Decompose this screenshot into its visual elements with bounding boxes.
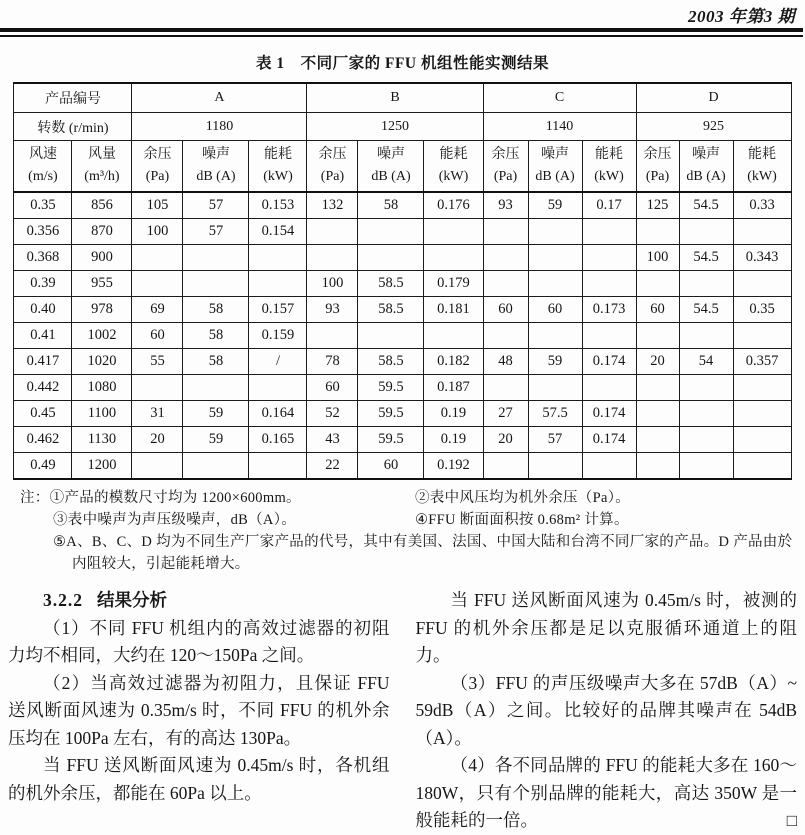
table-cell: 0.17 <box>582 192 636 219</box>
table-cell <box>528 323 582 349</box>
table-cell: 43 <box>307 427 358 453</box>
table-cell <box>636 401 679 427</box>
table-cell <box>636 219 679 245</box>
note-3: ③表中噪声为声压级噪声，dB（A）。 <box>53 512 297 528</box>
left-column <box>8 587 390 835</box>
col-d-pressure <box>636 141 679 193</box>
table-cell: 20 <box>132 427 183 453</box>
table-row <box>14 323 791 349</box>
section-heading <box>8 587 390 615</box>
table-cell: 1100 <box>72 401 132 427</box>
table-cell: 27 <box>483 401 528 427</box>
table-cell: 58.5 <box>358 297 424 323</box>
table-body <box>14 192 791 479</box>
table-cell: 1002 <box>72 323 132 349</box>
table-cell: 978 <box>72 297 132 323</box>
col-pressure-name: 余压 <box>143 147 172 162</box>
table-cell: 100 <box>307 271 358 297</box>
table-cell: 0.176 <box>424 192 483 219</box>
table-cell: 100 <box>132 219 183 245</box>
product-b-rpm: 1250 <box>307 113 483 141</box>
table-cell <box>733 219 791 245</box>
section-title: 结果分析 <box>97 590 167 610</box>
table-cell <box>636 271 679 297</box>
section-number: 3.2.2 <box>43 590 83 610</box>
table-cell: / <box>249 349 307 375</box>
note-5: ⑤A、B、C、D 均为不同生产厂家产品的代号，其中有美国、法国、中国大陆和台湾不同厂家的产品。D 产品由於 <box>53 534 793 550</box>
table-cell: 0.173 <box>582 297 636 323</box>
table-cell: 52 <box>307 401 358 427</box>
col-a-noise <box>183 141 249 193</box>
col-b-noise <box>358 141 424 193</box>
table-row <box>14 219 791 245</box>
header-rule-thick <box>0 28 803 32</box>
table-cell <box>679 375 733 401</box>
table-row <box>14 297 791 323</box>
table-row <box>14 192 791 219</box>
table-cell: 57 <box>183 192 249 219</box>
table-cell <box>483 375 528 401</box>
table-cell <box>528 375 582 401</box>
table-cell: 132 <box>307 192 358 219</box>
col-pressure-name: 余压 <box>491 147 520 162</box>
table-cell <box>183 245 249 271</box>
table-cell: 0.179 <box>424 271 483 297</box>
table-cell <box>424 245 483 271</box>
table-cell <box>424 323 483 349</box>
table-title: 表 1 不同厂家的 FFU 机组性能实测结果 <box>255 55 549 72</box>
col-c-power <box>582 141 636 193</box>
table-cell: 58.5 <box>358 349 424 375</box>
col-noise-unit: dB (A) <box>371 169 411 184</box>
table-cell: 870 <box>72 219 132 245</box>
table-row <box>14 375 791 401</box>
table-cell <box>733 375 791 401</box>
table-cell: 59.5 <box>358 427 424 453</box>
table-header-rpm <box>14 113 791 141</box>
paragraph-5: （3）FFU 的声压级噪声大多在 57dB（A）~ 59dB（A）之间。比较好的品牌其噪声在 54dB（A）。 <box>415 672 797 748</box>
table-row <box>14 349 791 375</box>
table-cell: 0.40 <box>14 297 72 323</box>
table-cell <box>679 323 733 349</box>
table-cell: 60 <box>132 323 183 349</box>
table-cell: 22 <box>307 453 358 480</box>
table-cell: 60 <box>307 375 358 401</box>
paragraph-4: 当 FFU 送风断面风速为 0.45m/s 时，被测的 FFU 的机外余压都是足以克服循环通道上的阻力。 <box>415 590 797 665</box>
corner-product-label: 产品编号 <box>14 83 132 113</box>
table-cell: 0.368 <box>14 245 72 271</box>
table-cell: 20 <box>636 349 679 375</box>
table-cell <box>582 375 636 401</box>
journal-issue-header: 2003 年第3 期 <box>688 7 795 26</box>
table-cell: 0.187 <box>424 375 483 401</box>
table-cell: 58 <box>183 297 249 323</box>
table-cell <box>582 271 636 297</box>
col-noise-unit: dB (A) <box>535 169 575 184</box>
product-d-rpm: 925 <box>636 113 791 141</box>
col-b-power <box>424 141 483 193</box>
col-noise-unit: dB (A) <box>686 169 726 184</box>
table-cell: 54.5 <box>679 192 733 219</box>
col-power-unit: (kW) <box>263 169 293 184</box>
product-b-label: B <box>307 83 483 113</box>
table-cell: 54 <box>679 349 733 375</box>
note-4: ④FFU 断面面积按 0.68m² 计算。 <box>415 512 629 528</box>
corner-rpm-label: 转数 (r/min) <box>14 113 132 141</box>
paragraph-6 <box>416 752 798 835</box>
table-cell <box>132 375 183 401</box>
table-cell: 78 <box>307 349 358 375</box>
table-cell <box>582 219 636 245</box>
table-cell: 0.45 <box>14 401 72 427</box>
right-column <box>416 587 798 835</box>
table-cell: 31 <box>132 401 183 427</box>
table-notes <box>20 487 805 575</box>
col-noise-name: 噪声 <box>541 147 569 162</box>
table-cell: 0.33 <box>733 192 791 219</box>
col-a-power <box>249 141 307 193</box>
table-cell <box>249 271 307 297</box>
product-c-rpm: 1140 <box>483 113 636 141</box>
table-cell: 0.357 <box>733 349 791 375</box>
table-cell: 0.164 <box>249 401 307 427</box>
table-header-products <box>14 83 791 113</box>
table-cell <box>528 245 582 271</box>
product-d-label: D <box>636 83 791 113</box>
table-cell: 0.174 <box>582 427 636 453</box>
table-row <box>14 453 791 480</box>
table-cell: 58.5 <box>358 271 424 297</box>
table-cell <box>358 323 424 349</box>
table-cell: 93 <box>307 297 358 323</box>
table-cell <box>249 245 307 271</box>
table-cell: 0.39 <box>14 271 72 297</box>
table-cell <box>582 245 636 271</box>
table-cell <box>582 323 636 349</box>
end-of-article-mark: □ <box>786 811 797 830</box>
table-cell: 0.192 <box>424 453 483 480</box>
table-row <box>14 401 791 427</box>
table-cell: 0.157 <box>249 297 307 323</box>
paragraph-1: （1）不同 FFU 机组内的高效过滤器的初阻力均不相同，大约在 120～150Pa 之间。 <box>8 617 390 665</box>
note-5-continued: 内阻较大，引起能耗增大。 <box>72 556 250 572</box>
table-cell: 0.182 <box>424 349 483 375</box>
header-rule-thin <box>0 35 803 37</box>
analysis-section <box>8 587 797 835</box>
table-cell: 1200 <box>72 453 132 480</box>
table-cell: 1020 <box>72 349 132 375</box>
table-cell: 1130 <box>72 427 132 453</box>
table-cell: 100 <box>636 245 679 271</box>
product-a-label: A <box>132 83 307 113</box>
table-cell: 0.19 <box>424 427 483 453</box>
table-cell: 0.181 <box>424 297 483 323</box>
product-a-rpm: 1180 <box>132 113 307 141</box>
table-cell: 60 <box>636 297 679 323</box>
col-c-noise <box>528 141 582 193</box>
table-cell <box>528 271 582 297</box>
table-cell <box>483 323 528 349</box>
table-cell <box>132 453 183 480</box>
col-power-unit: (kW) <box>594 169 624 184</box>
col-speed <box>14 141 72 193</box>
col-pressure-name: 余压 <box>318 147 347 162</box>
table-cell <box>132 245 183 271</box>
table-cell: 0.356 <box>14 219 72 245</box>
table-cell <box>132 271 183 297</box>
table-cell <box>636 453 679 480</box>
table-cell: 0.35 <box>733 297 791 323</box>
table-cell <box>183 271 249 297</box>
col-noise-name: 噪声 <box>692 147 721 162</box>
col-power-name: 能耗 <box>748 147 777 162</box>
table-cell <box>636 427 679 453</box>
table-cell: 0.19 <box>424 401 483 427</box>
col-noise-unit: dB (A) <box>196 169 236 184</box>
table-cell <box>528 453 582 480</box>
col-power-name: 能耗 <box>439 147 468 162</box>
table-cell: 900 <box>72 245 132 271</box>
paragraph-3: 当 FFU 送风断面风速为 0.45m/s 时，各机组的机外余压，都能在 60Pa 以上。 <box>8 755 390 803</box>
col-power-unit: (kW) <box>438 169 469 184</box>
table-cell: 58 <box>183 323 249 349</box>
table-cell <box>679 401 733 427</box>
table-cell <box>582 453 636 480</box>
table-cell: 48 <box>483 349 528 375</box>
col-noise-name: 噪声 <box>376 147 405 162</box>
col-pressure-name: 余压 <box>643 147 672 162</box>
table-cell <box>733 453 791 480</box>
table-row <box>14 245 791 271</box>
table-cell: 0.174 <box>582 349 636 375</box>
table-cell: 57 <box>183 219 249 245</box>
table-cell <box>307 323 358 349</box>
note-line-2 <box>20 509 805 531</box>
table-cell: 57.5 <box>528 401 582 427</box>
table-cell <box>249 453 307 480</box>
table-cell: 55 <box>132 349 183 375</box>
paragraph-2: （2）当高效过滤器为初阻力，且保证 FFU 送风断面风速为 0.35m/s 时，不同 FFU 的机外余压均在 100Pa 左右，有的高达 130Pa。 <box>8 672 390 748</box>
table-cell <box>358 219 424 245</box>
table-cell: 0.462 <box>14 427 72 453</box>
table-cell: 60 <box>528 297 582 323</box>
table-cell: 59 <box>183 427 249 453</box>
col-noise-name: 噪声 <box>201 147 230 162</box>
table-cell <box>483 271 528 297</box>
table-cell <box>636 323 679 349</box>
table-cell: 69 <box>132 297 183 323</box>
col-pressure-unit: (Pa) <box>493 169 518 184</box>
notes-prefix: 注： <box>20 490 50 506</box>
table-cell: 58 <box>183 349 249 375</box>
col-volume <box>72 141 132 193</box>
table-cell: 0.153 <box>249 192 307 219</box>
col-volume-name: 风量 <box>87 147 116 162</box>
note-1: ①产品的模数尺寸均为 1200×600mm。 <box>49 490 301 506</box>
note-line-1 <box>20 487 805 509</box>
table-cell: 59.5 <box>358 401 424 427</box>
col-speed-unit: (m/s) <box>28 169 58 184</box>
table-cell: 0.174 <box>582 401 636 427</box>
table-cell: 0.165 <box>249 427 307 453</box>
col-pressure-unit: (Pa) <box>145 169 170 184</box>
table-cell <box>679 271 733 297</box>
table-cell <box>679 219 733 245</box>
paragraph-6-text: （4）各不同品牌的 FFU 的能耗大多在 160～ 180W，只有个别品牌的能耗大，高达 350W 是一般能耗的一倍。 <box>415 755 797 830</box>
table-cell: 0.159 <box>249 323 307 349</box>
table-cell: 93 <box>483 192 528 219</box>
table-cell: 59 <box>528 349 582 375</box>
table-cell: 856 <box>72 192 132 219</box>
table-cell <box>733 427 791 453</box>
table-cell <box>636 375 679 401</box>
table-cell: 1080 <box>72 375 132 401</box>
col-power-unit: (kW) <box>747 169 777 184</box>
table-cell: 0.41 <box>14 323 72 349</box>
col-pressure-unit: (Pa) <box>645 169 670 184</box>
table-cell: 57 <box>528 427 582 453</box>
table-cell <box>249 375 307 401</box>
table-cell: 0.49 <box>14 453 72 480</box>
table-cell: 955 <box>72 271 132 297</box>
table-cell <box>483 219 528 245</box>
table-cell <box>183 453 249 480</box>
table-row <box>14 427 791 453</box>
table-cell <box>183 375 249 401</box>
table-cell <box>483 245 528 271</box>
table-cell <box>733 323 791 349</box>
table-cell <box>733 401 791 427</box>
col-power-name: 能耗 <box>595 147 624 162</box>
table-row <box>14 271 791 297</box>
table-cell: 54.5 <box>679 245 733 271</box>
table-cell: 54.5 <box>679 297 733 323</box>
table-cell <box>307 245 358 271</box>
table-cell <box>424 219 483 245</box>
note-2: ②表中风压均为机外余压（Pa）。 <box>415 490 631 506</box>
table-header-columns <box>14 141 791 193</box>
table-cell: 0.442 <box>14 375 72 401</box>
col-d-power <box>733 141 791 193</box>
col-b-pressure <box>307 141 358 193</box>
table-cell <box>307 219 358 245</box>
col-d-noise <box>679 141 733 193</box>
table-cell: 58 <box>358 192 424 219</box>
table-cell: 59.5 <box>358 375 424 401</box>
table-cell: 105 <box>132 192 183 219</box>
table-cell: 59 <box>528 192 582 219</box>
table-cell: 0.154 <box>249 219 307 245</box>
col-pressure-unit: (Pa) <box>320 169 345 184</box>
table-cell: 0.343 <box>733 245 791 271</box>
table-cell: 59 <box>183 401 249 427</box>
col-volume-unit: (m³/h) <box>84 169 120 184</box>
table-cell: 0.417 <box>14 349 72 375</box>
table-cell: 60 <box>358 453 424 480</box>
col-power-name: 能耗 <box>263 147 292 162</box>
table-cell <box>483 453 528 480</box>
table-cell <box>679 453 733 480</box>
col-c-pressure <box>483 141 528 193</box>
table-cell: 0.35 <box>14 192 72 219</box>
table-cell <box>358 245 424 271</box>
product-c-label: C <box>483 83 636 113</box>
table-cell <box>733 271 791 297</box>
table-cell <box>679 427 733 453</box>
ffu-performance-table <box>13 82 791 480</box>
col-speed-name: 风速 <box>28 147 57 162</box>
table-cell: 20 <box>483 427 528 453</box>
table-cell: 125 <box>636 192 679 219</box>
table-cell: 60 <box>483 297 528 323</box>
table-cell <box>528 219 582 245</box>
col-a-pressure <box>132 141 183 193</box>
